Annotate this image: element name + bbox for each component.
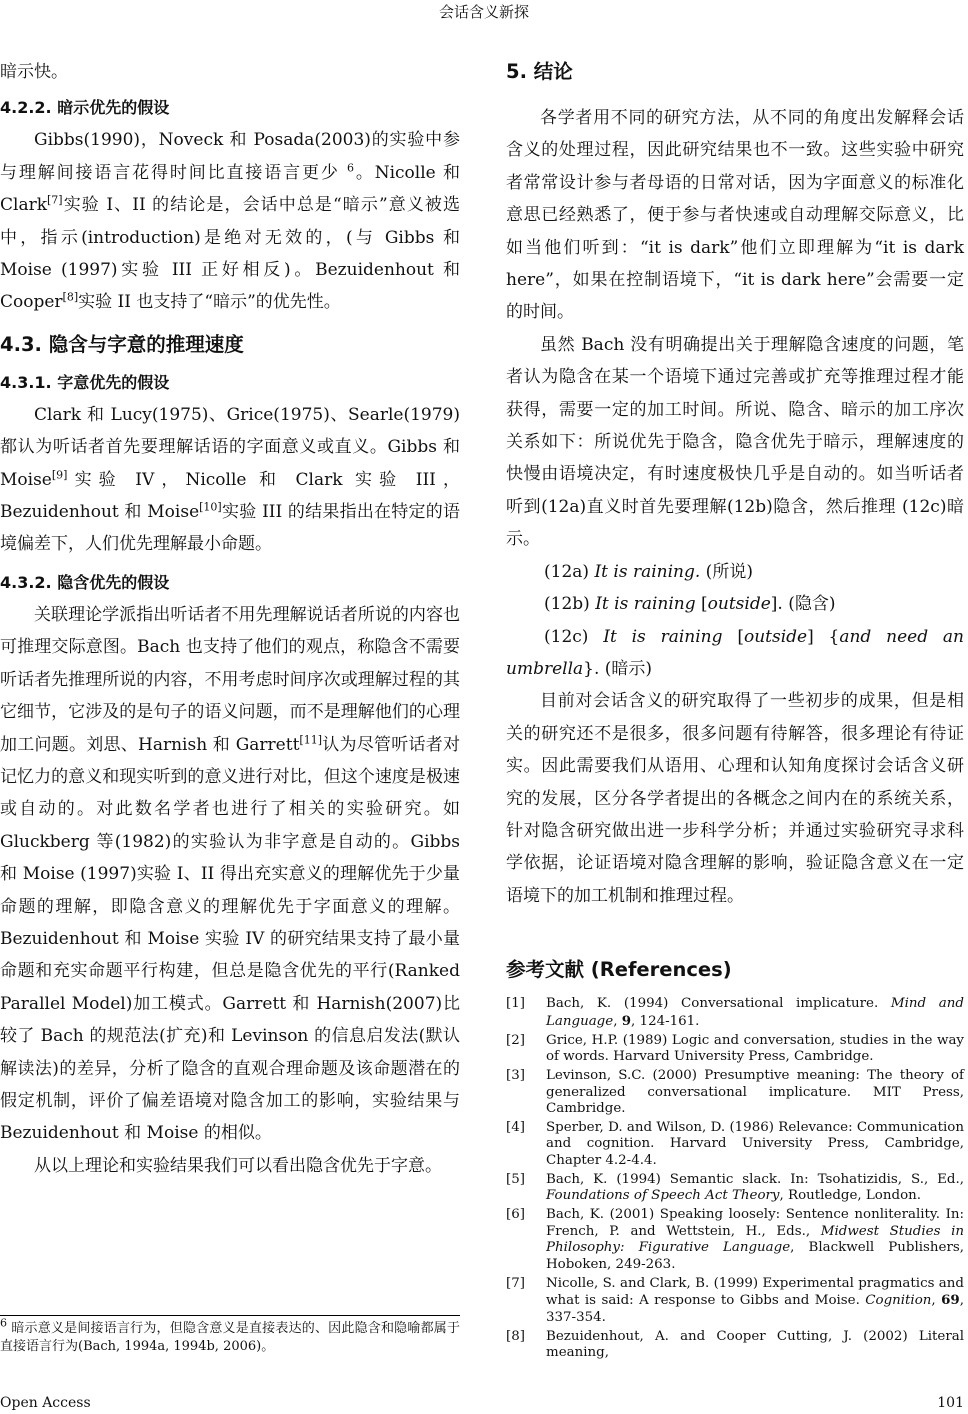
reference-item <box>506 1207 964 1273</box>
reference-item <box>506 996 964 1030</box>
citation-9[interactable]: [9] <box>51 468 68 481</box>
footnote-ref[interactable]: 6 <box>346 161 354 175</box>
heading-4-3: 4.3. 隐含与字意的推理速度 <box>0 332 244 356</box>
reference-item <box>506 1276 964 1327</box>
paragraph-4-3-1: Clark 和 Lucy(1975)、Grice(1975)、Searle(1979)都认为听话者首先要理解话语的字面意义或直义。Gibbs 和 Moise[9]实验 IV，Nicolle 和 Clark 实验 III，Bezuidenhout 和 Moise[10]实验 III 的结果指出在特定的语境偏差下，人们优先理解最小命题。 <box>0 404 461 555</box>
reference-item <box>506 1120 964 1170</box>
citation-11[interactable]: [11] <box>299 732 322 746</box>
paragraph-conclusion-2: 虽然 Bach 没有明确提出关于理解隐含速度的问题，笔者认为隐含在某一个语境下通过完善或扩充等推理过程才能获得，需要一定的加工时间。所说、隐含、暗示的加工序次关系如下：所说优先于隐含，隐含优先于暗示，理解速度的快慢由语境决定，有时速度极快几乎是自动的。如当听话者听到(12a)直义时首先要理解(12b)隐含，然后推理 (12c)暗示。 <box>506 334 964 550</box>
paragraph-conclusion-3: 目前对会话含义的研究取得了一些初步的成果，但是相关的研究还不是很多，很多问题有待解答，很多理论有待证实。因此需要我们从语用、心理和认知角度探讨会话含义研究的发展，区分各学者提出的各概念之间内在的系统关系，针对隐含研究做出进一步科学分析；并通过实验研究寻求科学依据，论证语境对隐含理解的影响，验证隐含意义在一定语境下的加工机制和推理过程。 <box>506 691 964 906</box>
footer-open-access: Open Access <box>0 1395 91 1411</box>
footnote: $^6$ 暗示意义是间接语言行为，但隐含意义是直接表达的、因此隐含和隐喻都属于直接语言行为(Bach, 1994a, 1994b, 2006)。 <box>0 1316 460 1354</box>
reference-number: [1] <box>506 996 525 1012</box>
left-column <box>0 56 460 1182</box>
reference-item <box>506 1033 964 1066</box>
paragraph-4-3-2: 关联理论学派指出听话者不用先理解说话者所说的内容也可推理交际意图。Bach 也支持了他们的观点，称隐含不需要听话者先推理所说的内容，不用考虑时间序次或理解过程的其它细节，它涉及的是句子的语义问题，而不是理解他们的心理加工问题。刘思、Harnish 和 Garrett[11]认为尽管听话者对记忆力的意义和现实听到的意义进行对比，但这个速度是极速或自动的。对此数名学者也进行了相关的实验研究。如 Gluckberg 等(1982)的实验认为非字意是自动的。Gibbs 和 Moise (1997)实验 I、II 得出充实意义的理解优先于少量命题的理解，即隐含意义的理解优先于字面意义的理解。Bezuidenhout 和 Moise 实验 IV 的研究结果支持了最小量命题和充实命题平行构建，但总是隐含优先的平行(Ranked Parallel Model)加工模式。Garrett 和 Harnish(2007)比较了 Bach 的规范法(扩充)和 Levinson 的信息启发法(默认解读法)的差异，分析了隐含的直观合理命题及该命题潜在的假定机制，评价了偏差语境对隐含加工的影响，实验结果与 Bezuidenhout 和 Moise 的相似。 <box>0 604 460 1144</box>
reference-number: [4] <box>506 1119 525 1135</box>
footnote-divider <box>0 1315 460 1316</box>
right-column <box>506 56 964 1364</box>
reference-text: Sperber, D. and Wilson, D. (1986) Relevance: Communication and cognition. Harvard University Press, Cambridge, Chapter 4.2-4.4. <box>546 1119 964 1169</box>
heading-4-3-2: 4.3.2. 隐含优先的假设 <box>0 572 170 592</box>
reference-item <box>506 1172 964 1205</box>
reference-text: Bach, K. (1994) Conversational implicature. Mind and Language, 9, 124-161. <box>546 996 964 1029</box>
paragraph-4-2-2: Gibbs(1990)，Noveck 和 Posada(2003)的实验中参与理解间接语言花得时间比直接语言更少 $^6$。Nicolle 和 Clark[7]实验 I、II 的结论是，会话中总是“暗示”意义被选中，指示(introduction)是绝对无效的，(与 Gibbs 和 Moise (1997)实验 III 正好相反)。Bezuidenhout 和 Cooper[8]实验 II 也支持了“暗示”的优先性。 <box>0 130 461 313</box>
reference-number: [5] <box>506 1171 525 1187</box>
heading-4-3-1: 4.3.1. 字意优先的假设 <box>0 372 170 392</box>
heading-5: 5. 结论 <box>506 60 573 83</box>
citation-7[interactable]: [7] <box>47 193 63 207</box>
citation-10[interactable]: [10] <box>199 500 222 514</box>
reference-text: Bezuidenhout, A. and Cooper Cutting, J. (2002) Literal meaning, <box>546 1328 964 1361</box>
paragraph-conclusion-1: 各学者用不同的研究方法，从不同的角度出发解释会话含义的处理过程，因此研究结果也不一致。这些实验中研究者常常设计参与者母语的日常对话，因为字面意义的标准化意思已经熟悉了，便于参与者快速或自动理解交际意义，比如当他们听到：“it is dark”他们立即理解为“it is dark here”，如果在控制语境下，“it is dark here”会需要一定的时间。 <box>506 108 964 323</box>
citation-8[interactable]: [8] <box>62 290 79 304</box>
reference-list <box>506 996 964 1362</box>
running-header: 会话含义新探 <box>438 3 529 21</box>
reference-text: Nicolle, S. and Clark, B. (1999) Experimental pragmatics and what is said: A response to Gibbs and Moise. Cognition, 69, 337-354. <box>546 1275 964 1325</box>
reference-item <box>506 1329 964 1362</box>
paragraph-summary: 从以上理论和实验结果我们可以看出隐含优先于字意。 <box>34 1155 442 1176</box>
reference-number: [3] <box>506 1067 525 1083</box>
example-12c: (12c) It is raining [outside] {and need an umbrella}. (暗示) <box>506 626 964 679</box>
reference-item <box>506 1068 964 1118</box>
reference-text: Bach, K. (2001) Speaking loosely: Sentence nonliterality. In: French, P. and Wettstein, H., Eds., Midwest Studies in Philosophy: Figurative Language, Blackwell Publishers, Hoboken, 249-263. <box>546 1207 964 1272</box>
references-heading: 参考文献 (References) <box>506 958 732 982</box>
heading-4-2-2: 4.2.2. 暗示优先的假设 <box>0 98 170 118</box>
reference-text: Bach, K. (1994) Semantic slack. In: Tsohatizidis, S., Ed., Foundations of Speech Act Theory, Routledge, London. <box>546 1171 964 1204</box>
example-12a: (12a) It is raining. (所说) <box>544 561 753 582</box>
reference-number: [6] <box>506 1207 525 1223</box>
page-number: 101 <box>937 1395 964 1411</box>
reference-number: [2] <box>506 1032 525 1048</box>
reference-number: [8] <box>506 1328 525 1344</box>
reference-text: Levinson, S.C. (2000) Presumptive meaning: The theory of generalized conversational implicature. MIT Press, Cambridge. <box>546 1067 964 1117</box>
example-12b: (12b) It is raining [outside]. (隐含) <box>544 594 836 615</box>
footnote-number: 6 <box>0 1316 7 1330</box>
reference-text: Grice, H.P. (1989) Logic and conversation, studies in the way of words. Harvard University Press, Cambridge. <box>546 1032 964 1065</box>
reference-number: [7] <box>506 1275 525 1291</box>
paragraph-continued: 暗示快。 <box>0 62 68 82</box>
